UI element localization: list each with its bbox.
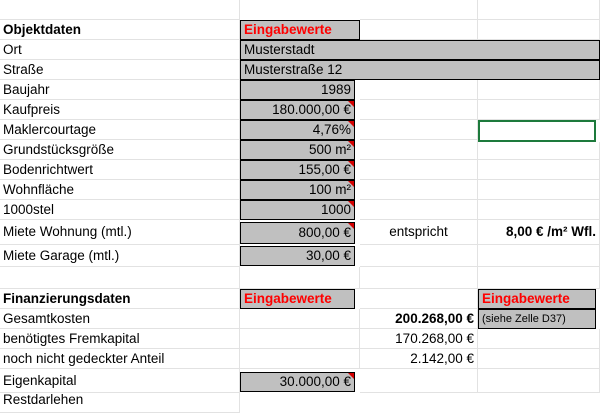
cell-empty[interactable] [360, 267, 478, 289]
cell-empty[interactable] [360, 20, 478, 40]
input-grundstuecksgroesse[interactable]: 500 m² [240, 140, 355, 160]
cell-empty[interactable] [478, 142, 600, 160]
cell-empty[interactable] [478, 180, 600, 200]
cell-empty[interactable] [478, 349, 600, 369]
cell-empty[interactable] [478, 160, 600, 180]
cell-empty[interactable] [360, 180, 478, 200]
input-1000stel[interactable]: 1000 [240, 200, 355, 220]
cell-D1[interactable] [478, 0, 600, 20]
label-ort: Ort [0, 40, 240, 60]
label-fremdkapital: benötigtes Fremkapital [0, 329, 240, 349]
input-eigenkapital[interactable]: 30.000,00 € [240, 372, 355, 392]
input-header-finance-2: Eingabewerte [478, 289, 596, 309]
input-miete-wohnung[interactable]: 800,00 € [240, 222, 355, 244]
label-gesamtkosten: Gesamtkosten [0, 309, 240, 329]
label-ungedeckter-anteil: noch nicht gedeckter Anteil [0, 349, 240, 369]
cell-C1[interactable] [360, 0, 478, 20]
section-title-finanzierungsdaten: Finanzierungsdaten [0, 289, 240, 309]
value-ungedeckter-anteil: 2.142,00 € [360, 349, 478, 369]
cell-empty[interactable] [360, 160, 478, 180]
label-eigenkapital: Eigenkapital [0, 369, 240, 393]
input-bodenrichtwert[interactable]: 155,00 € [240, 160, 355, 180]
cell-empty[interactable] [478, 369, 600, 393]
label-baujahr: Baujahr [0, 80, 240, 100]
value-miete-pro-qm: 8,00 € /m² Wfl. [478, 220, 600, 245]
label-maklercourtage: Maklercourtage [0, 120, 240, 140]
cell-empty[interactable] [478, 267, 600, 289]
cell-empty[interactable] [360, 100, 478, 120]
label-miete-garage: Miete Garage (mtl.) [0, 245, 240, 267]
label-1000stel: 1000stel [0, 200, 240, 220]
cell-empty[interactable] [360, 80, 478, 100]
input-ort[interactable]: Musterstadt [240, 40, 600, 60]
cell-empty[interactable] [360, 245, 478, 267]
input-header-object: Eingabewerte [240, 20, 360, 40]
section-title-objektdaten: Objektdaten [0, 20, 240, 40]
note-siehe-zelle[interactable]: (siehe Zelle D37) [478, 309, 596, 329]
input-header-finance: Eingabewerte [240, 289, 355, 309]
value-fremdkapital: 170.268,00 € [360, 329, 478, 349]
cell-empty[interactable] [478, 100, 600, 120]
note-entspricht: entspricht [360, 220, 478, 245]
value-gesamtkosten: 200.268,00 € [360, 309, 478, 329]
label-grundstuecksgroesse: Grundstücksgröße [0, 140, 240, 160]
cell-empty[interactable] [478, 20, 600, 40]
label-miete-wohnung: Miete Wohnung (mtl.) [0, 220, 240, 245]
cell-empty[interactable] [240, 349, 360, 369]
cell-A1[interactable] [0, 0, 240, 20]
cell-empty[interactable] [360, 120, 478, 140]
cell-empty[interactable] [360, 140, 478, 160]
cell-empty[interactable] [360, 200, 478, 220]
cell-empty[interactable] [478, 200, 600, 220]
cell-empty[interactable] [240, 309, 360, 329]
input-miete-garage[interactable]: 30,00 € [240, 246, 355, 266]
cell-empty[interactable] [240, 329, 360, 349]
input-baujahr[interactable]: 1989 [240, 80, 355, 100]
input-kaufpreis[interactable]: 180.000,00 € [240, 100, 355, 120]
cell-empty[interactable] [240, 267, 360, 289]
cell-empty[interactable] [360, 289, 478, 309]
cell-empty[interactable] [478, 80, 600, 100]
cell-empty[interactable] [478, 245, 600, 267]
label-kaufpreis: Kaufpreis [0, 100, 240, 120]
input-maklercourtage[interactable]: 4,76% [240, 120, 355, 140]
active-cell-selection[interactable] [478, 120, 596, 142]
input-wohnflaeche[interactable]: 100 m² [240, 180, 355, 200]
cell-empty[interactable] [0, 267, 240, 289]
cell-empty[interactable] [478, 329, 600, 349]
label-restdarlehen: Restdarlehen [0, 393, 240, 413]
input-strasse[interactable]: Musterstraße 12 [240, 60, 600, 80]
cell-empty[interactable] [360, 369, 478, 393]
label-wohnflaeche: Wohnfläche [0, 180, 240, 200]
label-bodenrichtwert: Bodenrichtwert [0, 160, 240, 180]
label-strasse: Straße [0, 60, 240, 80]
